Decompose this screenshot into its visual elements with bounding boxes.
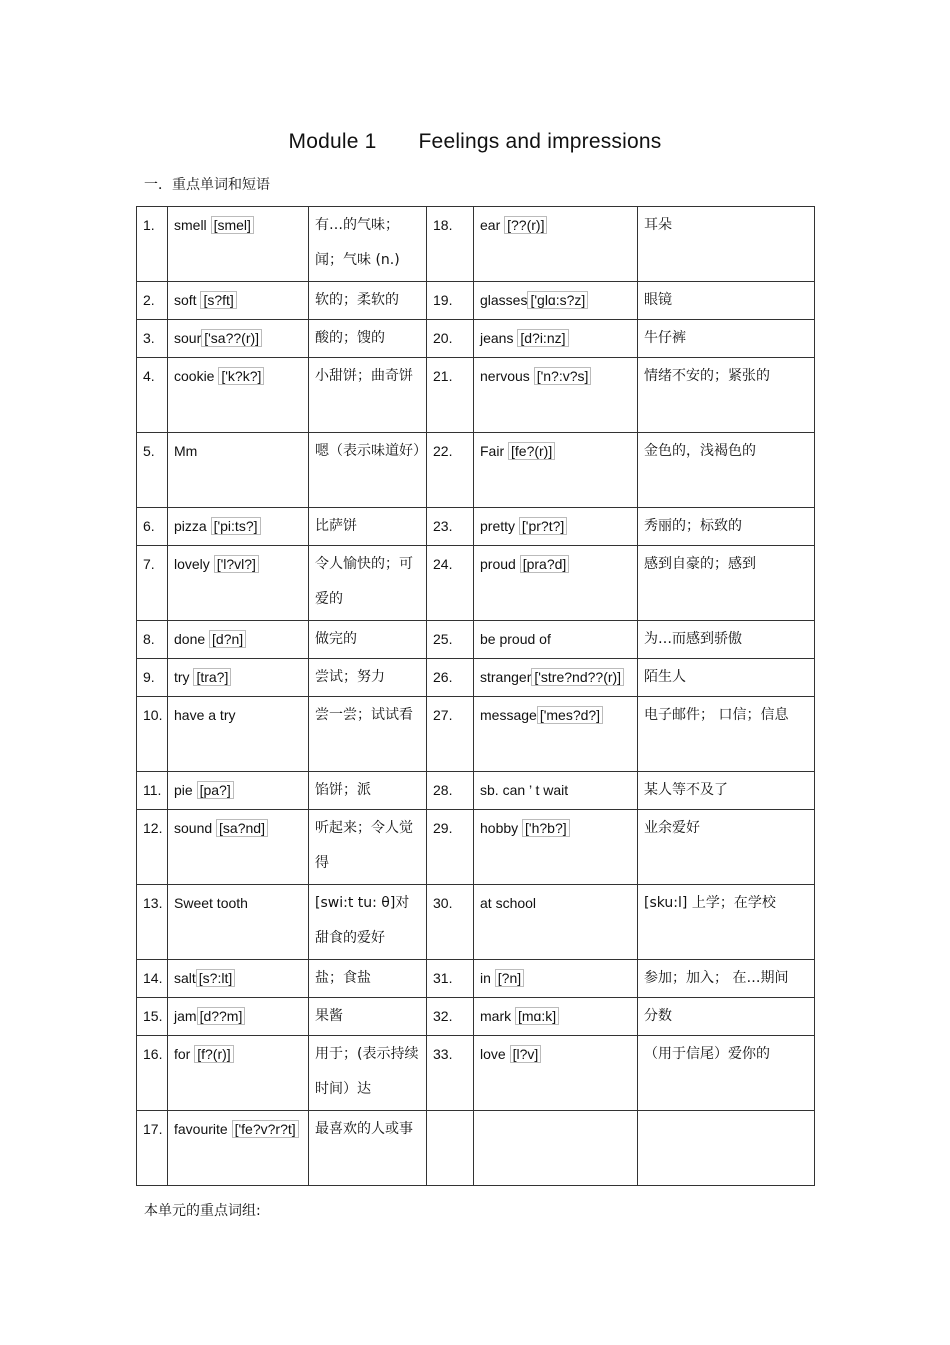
phonetic-text: [sa?nd] <box>216 819 268 837</box>
entry-number-text: 1. <box>143 217 155 233</box>
meaning-text: 金色的，浅褐色的 <box>644 443 756 459</box>
word-cell <box>474 1111 638 1186</box>
word-text: have a try <box>174 707 236 723</box>
word-cell <box>168 885 309 960</box>
phonetic-text: ['fe?v?r?t] <box>232 1120 299 1138</box>
entry-number-text: 23. <box>433 518 453 534</box>
word-text: pizza <box>174 518 211 534</box>
word-cell <box>474 810 638 885</box>
word-text: ear <box>480 217 505 233</box>
word-text: jeans <box>480 330 518 346</box>
phonetic-text: ['pr?t?] <box>519 517 567 535</box>
entry-number <box>427 621 474 659</box>
entry-number-text: 29. <box>433 820 453 836</box>
word-cell <box>168 697 309 772</box>
meaning-cell <box>309 282 427 320</box>
meaning-text: 电子邮件； 口信；信息 <box>644 707 789 723</box>
table-row <box>137 659 815 697</box>
entry-number <box>137 282 168 320</box>
table-row <box>137 358 815 433</box>
phonetic-text: [d?n] <box>209 630 246 648</box>
meaning-cell <box>309 810 427 885</box>
word-text: soft <box>174 292 201 308</box>
meaning-text: 听起来；令人觉得 <box>315 820 413 871</box>
word-cell <box>474 282 638 320</box>
meaning-cell <box>309 433 427 508</box>
meaning-text: 情绪不安的；紧张的 <box>644 368 770 384</box>
phonetic-text: ['glɑ:s?z] <box>527 291 588 309</box>
word-text: cookie <box>174 368 219 384</box>
entry-number-text: 7. <box>143 556 155 572</box>
word-text: smell <box>174 217 211 233</box>
entry-number-text: 27. <box>433 707 453 723</box>
meaning-text: 令人愉快的；可爱的 <box>315 556 413 607</box>
phonetic-text: [f?(r)] <box>194 1045 233 1063</box>
entry-number <box>137 885 168 960</box>
meaning-cell <box>638 810 815 885</box>
word-text: glasses <box>480 292 528 308</box>
meaning-text: [sku:l] 上学；在学校 <box>644 895 776 911</box>
word-text: at school <box>480 895 537 911</box>
meaning-text: 比萨饼 <box>315 518 357 534</box>
word-text: proud <box>480 556 520 572</box>
meaning-cell <box>638 1036 815 1111</box>
entry-number-text: 4. <box>143 368 155 384</box>
word-text: jam <box>174 1008 197 1024</box>
meaning-text: 某人等不及了 <box>644 782 728 798</box>
meaning-cell <box>309 320 427 358</box>
entry-number-text: 11. <box>143 782 162 798</box>
word-text: favourite <box>174 1121 232 1137</box>
entry-number <box>137 621 168 659</box>
word-cell <box>168 546 309 621</box>
meaning-cell <box>638 282 815 320</box>
word-cell <box>474 697 638 772</box>
entry-number <box>427 546 474 621</box>
meaning-cell <box>638 697 815 772</box>
word-text: for <box>174 1046 195 1062</box>
entry-number <box>137 960 168 998</box>
word-text: message <box>480 707 537 723</box>
phonetic-text: [tra?] <box>193 668 231 686</box>
entry-number <box>427 282 474 320</box>
table-row <box>137 508 815 546</box>
entry-number <box>137 320 168 358</box>
word-text: pie <box>174 782 197 798</box>
meaning-cell <box>309 885 427 960</box>
table-row <box>137 885 815 960</box>
word-cell <box>168 320 309 358</box>
entry-number-text: 21. <box>433 368 453 384</box>
meaning-cell <box>309 772 427 810</box>
word-text: salt <box>174 970 196 986</box>
entry-number-text: 24. <box>433 556 453 572</box>
entry-number <box>427 1111 474 1186</box>
phonetic-text: [smel] <box>211 216 254 234</box>
entry-number <box>427 207 474 282</box>
meaning-cell <box>309 1036 427 1111</box>
word-text: done <box>174 631 210 647</box>
meaning-cell <box>309 1111 427 1186</box>
vocabulary-table <box>136 206 815 1186</box>
table-row <box>137 998 815 1036</box>
word-text: in <box>480 970 495 986</box>
entry-number-text: 19. <box>433 292 453 308</box>
word-cell <box>474 659 638 697</box>
entry-number <box>427 960 474 998</box>
word-cell <box>168 433 309 508</box>
word-text: sb. can ’ t wait <box>480 782 569 798</box>
phonetic-text: ['h?b?] <box>522 819 570 837</box>
entry-number-text: 31. <box>433 970 453 986</box>
entry-number-text: 2. <box>143 292 155 308</box>
entry-number-text: 5. <box>143 443 155 459</box>
meaning-text: 眼镜 <box>644 292 672 308</box>
word-cell <box>168 1111 309 1186</box>
meaning-text: 软的；柔软的 <box>315 292 399 308</box>
word-cell <box>168 960 309 998</box>
phonetic-text: [s?ft] <box>200 291 236 309</box>
entry-number <box>137 697 168 772</box>
phonetic-text: ['stre?nd??(r)] <box>531 668 624 686</box>
word-text: try <box>174 669 194 685</box>
word-cell <box>168 772 309 810</box>
meaning-text: 果酱 <box>315 1008 343 1024</box>
word-cell <box>474 885 638 960</box>
meaning-cell <box>309 358 427 433</box>
meaning-cell <box>309 207 427 282</box>
word-text: sound <box>174 820 217 836</box>
meaning-cell <box>309 546 427 621</box>
word-cell <box>474 772 638 810</box>
word-cell <box>168 810 309 885</box>
table-row <box>137 697 815 772</box>
meaning-text: 酸的；馊的 <box>315 330 385 346</box>
word-cell <box>474 433 638 508</box>
entry-number <box>427 697 474 772</box>
word-text: nervous <box>480 368 534 384</box>
meaning-cell <box>638 772 815 810</box>
entry-number <box>137 358 168 433</box>
entry-number <box>137 546 168 621</box>
word-cell <box>474 207 638 282</box>
word-text: be proud of <box>480 631 551 647</box>
meaning-cell <box>309 998 427 1036</box>
word-cell <box>168 282 309 320</box>
word-text: Sweet tooth <box>174 895 248 911</box>
meaning-text: 最喜欢的人或事 <box>315 1121 413 1137</box>
module-label: Module 1 <box>288 130 377 153</box>
phonetic-text: [d??m] <box>197 1007 246 1025</box>
meaning-text: 尝一尝；试试看 <box>315 707 413 723</box>
meaning-text: 用于；(表示持续时间）达 <box>315 1046 419 1097</box>
entry-number <box>137 433 168 508</box>
meaning-text: 小甜饼；曲奇饼 <box>315 368 413 384</box>
word-text: love <box>480 1046 510 1062</box>
entry-number-text: 17. <box>143 1121 163 1137</box>
word-cell <box>474 508 638 546</box>
table-row <box>137 1036 815 1111</box>
meaning-cell <box>638 207 815 282</box>
meaning-text: 参加；加入； 在…期间 <box>644 970 789 986</box>
entry-number-text: 16. <box>143 1046 163 1062</box>
meaning-cell <box>638 621 815 659</box>
entry-number <box>427 885 474 960</box>
entry-number <box>137 1036 168 1111</box>
meaning-text: 有…的气味；闻；气味 (n.) <box>315 217 400 268</box>
entry-number <box>427 433 474 508</box>
table-row <box>137 810 815 885</box>
meaning-text: [swi:t tu: θ]对甜食的爱好 <box>315 895 410 946</box>
entry-number <box>427 810 474 885</box>
table-row <box>137 960 815 998</box>
word-text: sour <box>174 330 202 346</box>
meaning-cell <box>309 659 427 697</box>
entry-number <box>137 1111 168 1186</box>
phonetic-text: [s?:lt] <box>196 969 235 987</box>
phonetic-text: ['l?vl?] <box>214 555 259 573</box>
entry-number-text: 13. <box>143 895 163 911</box>
entry-number-text: 22. <box>433 443 453 459</box>
meaning-cell <box>638 659 815 697</box>
phonetic-text: ['sa??(r)] <box>201 329 262 347</box>
phonetic-text: [?n] <box>495 969 524 987</box>
meaning-cell <box>309 697 427 772</box>
entry-number <box>137 810 168 885</box>
entry-number <box>427 1036 474 1111</box>
entry-number-text: 28. <box>433 782 453 798</box>
table-row <box>137 207 815 282</box>
entry-number <box>137 508 168 546</box>
phonetic-text: ['n?:v?s] <box>534 367 592 385</box>
meaning-cell <box>638 1111 815 1186</box>
phonetic-text: [d?i:nz] <box>517 329 568 347</box>
meaning-cell <box>309 508 427 546</box>
meaning-text: 牛仔裤 <box>644 330 686 346</box>
key-phrases-heading: 本单元的重点词组: <box>144 1203 261 1219</box>
entry-number-text: 10. <box>143 707 163 723</box>
meaning-cell <box>638 960 815 998</box>
word-cell <box>168 207 309 282</box>
entry-number-text: 9. <box>143 669 155 685</box>
phonetic-text: [fe?(r)] <box>508 442 555 460</box>
section-heading: 一．重点单词和短语 <box>144 177 270 193</box>
table-row <box>137 1111 815 1186</box>
phonetic-text: ['mes?d?] <box>537 706 603 724</box>
word-cell <box>168 1036 309 1111</box>
word-cell <box>168 998 309 1036</box>
meaning-cell <box>638 546 815 621</box>
entry-number-text: 6. <box>143 518 155 534</box>
entry-number-text: 32. <box>433 1008 453 1024</box>
phonetic-text: [l?v] <box>510 1045 542 1063</box>
word-cell <box>474 320 638 358</box>
table-row <box>137 433 815 508</box>
entry-number <box>427 772 474 810</box>
meaning-text: （用于信尾）爱你的 <box>644 1046 770 1062</box>
word-text: Mm <box>174 443 198 459</box>
meaning-cell <box>309 960 427 998</box>
meaning-cell <box>638 358 815 433</box>
meaning-text: 业余爱好 <box>644 820 700 836</box>
word-text: Fair <box>480 443 508 459</box>
meaning-text: 馅饼；派 <box>315 782 371 798</box>
word-text: mark <box>480 1008 515 1024</box>
table-row <box>137 320 815 358</box>
word-cell <box>168 358 309 433</box>
meaning-cell <box>638 320 815 358</box>
meaning-text: 盐；食盐 <box>315 970 371 986</box>
phonetic-text: [??(r)] <box>504 216 547 234</box>
table-row <box>137 546 815 621</box>
entry-number <box>137 207 168 282</box>
entry-number-text: 25. <box>433 631 453 647</box>
word-cell <box>474 998 638 1036</box>
meaning-cell <box>309 621 427 659</box>
meaning-text: 做完的 <box>315 631 357 647</box>
phonetic-text: ['k?k?] <box>218 367 264 385</box>
entry-number <box>427 320 474 358</box>
meaning-cell <box>638 508 815 546</box>
entry-number-text: 3. <box>143 330 155 346</box>
word-cell <box>168 508 309 546</box>
word-cell <box>474 960 638 998</box>
entry-number <box>137 998 168 1036</box>
entry-number <box>427 358 474 433</box>
meaning-cell <box>638 998 815 1036</box>
entry-number <box>427 659 474 697</box>
entry-number <box>427 508 474 546</box>
entry-number-text: 18. <box>433 217 453 233</box>
entry-number-text: 33. <box>433 1046 453 1062</box>
entry-number-text: 26. <box>433 669 453 685</box>
meaning-text: 分数 <box>644 1008 672 1024</box>
module-topic: Feelings and impressions <box>418 130 662 153</box>
entry-number-text: 30. <box>433 895 453 911</box>
word-cell <box>474 546 638 621</box>
meaning-text: 秀丽的；标致的 <box>644 518 742 534</box>
page-title <box>0 130 950 154</box>
table-row <box>137 621 815 659</box>
phonetic-text: [pra?d] <box>520 555 570 573</box>
meaning-cell <box>638 433 815 508</box>
phonetic-text: ['pi:ts?] <box>211 517 261 535</box>
entry-number-text: 20. <box>433 330 453 346</box>
meaning-text: 陌生人 <box>644 669 686 685</box>
meaning-text: 为…而感到骄傲 <box>644 631 742 647</box>
entry-number <box>137 772 168 810</box>
word-cell <box>168 621 309 659</box>
entry-number-text: 8. <box>143 631 155 647</box>
entry-number <box>137 659 168 697</box>
word-text: stranger <box>480 669 532 685</box>
word-text: hobby <box>480 820 523 836</box>
meaning-cell <box>638 885 815 960</box>
word-cell <box>474 621 638 659</box>
entry-number-text: 12. <box>143 820 163 836</box>
table-row <box>137 282 815 320</box>
phonetic-text: [mɑ:k] <box>515 1007 559 1025</box>
meaning-text: 嗯（表示味道好） <box>315 443 427 459</box>
entry-number-text: 14. <box>143 970 163 986</box>
word-cell <box>474 358 638 433</box>
meaning-text: 耳朵 <box>644 217 672 233</box>
meaning-text: 感到自豪的；感到 <box>644 556 756 572</box>
word-text: pretty <box>480 518 519 534</box>
table-row <box>137 772 815 810</box>
word-cell <box>474 1036 638 1111</box>
entry-number <box>427 998 474 1036</box>
phonetic-text: [pa?] <box>197 781 234 799</box>
word-text: lovely <box>174 556 214 572</box>
word-cell <box>168 659 309 697</box>
entry-number-text: 15. <box>143 1008 163 1024</box>
meaning-text: 尝试；努力 <box>315 669 385 685</box>
